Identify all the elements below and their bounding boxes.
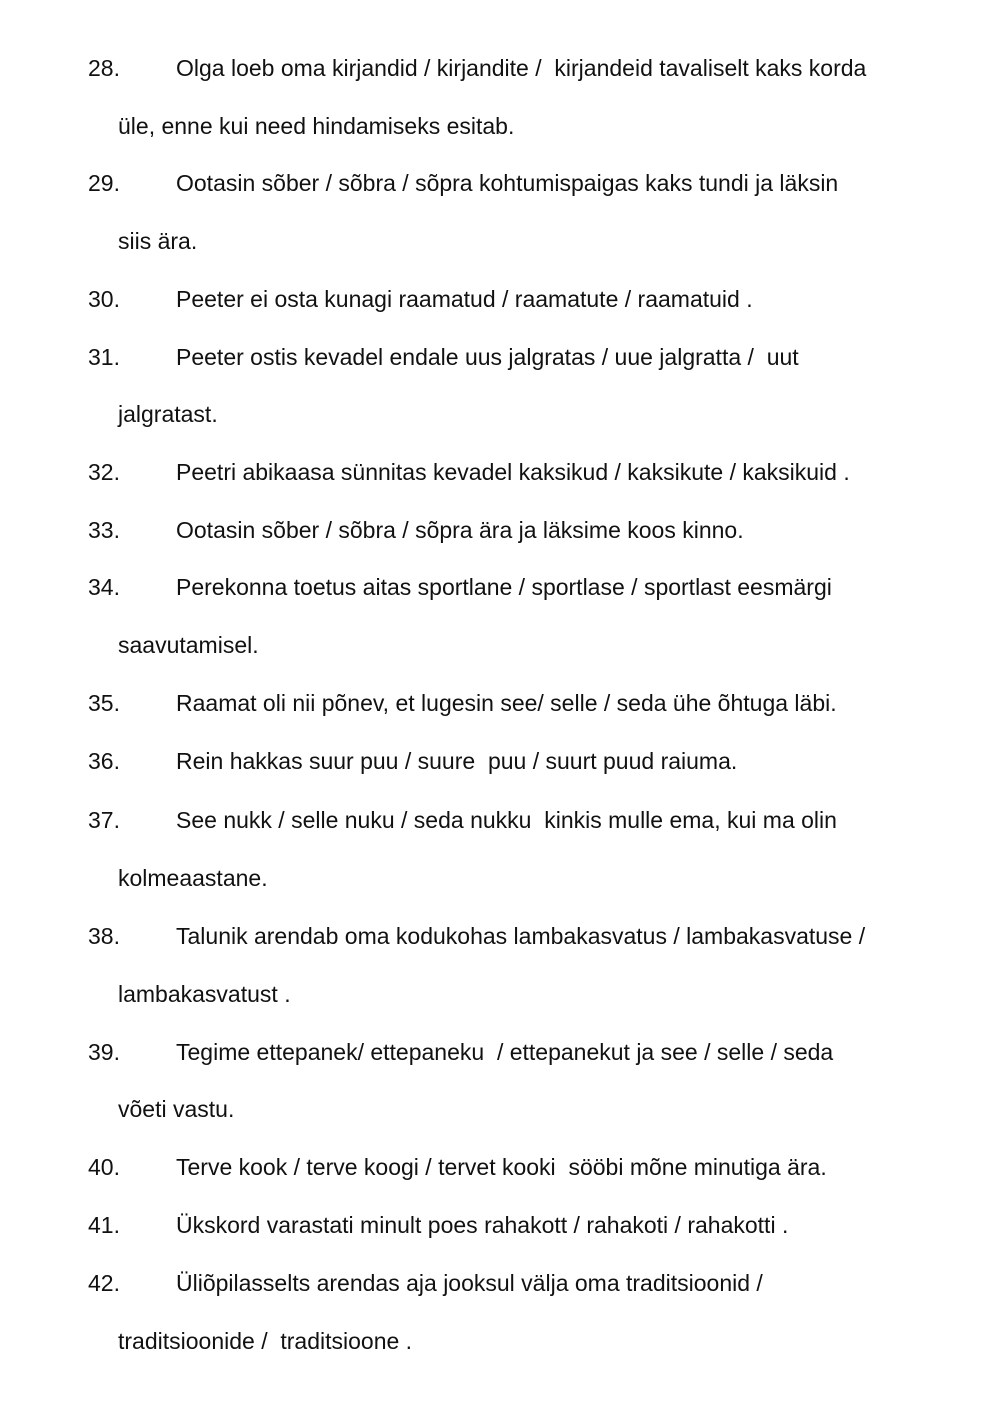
- item-number: 30.: [88, 286, 120, 312]
- item-text: Olga loeb oma kirjandid / kirjandite / kirjandeid tavaliselt kaks korda: [176, 55, 867, 81]
- item-number: 40.: [88, 1154, 120, 1180]
- item-number: 34.: [88, 574, 120, 600]
- item-text: Tegime ettepanek/ ettepaneku / ettepanekut ja see / selle / seda: [176, 1039, 834, 1065]
- item-text: Rein hakkas suur puu / suure puu / suurt puud raiuma.: [176, 748, 738, 774]
- item-text: See nukk / selle nuku / seda nukku kinkis mulle ema, kui ma olin: [176, 807, 837, 833]
- item-text-continued: jalgratast.: [118, 401, 218, 427]
- item-text: Raamat oli nii põnev, et lugesin see/ selle / seda ühe õhtuga läbi.: [176, 690, 837, 716]
- item-number: 36.: [88, 748, 120, 774]
- item-text-continued: üle, enne kui need hindamiseks esitab.: [118, 113, 515, 139]
- item-text: Üliõpilasselts arendas aja jooksul välja oma traditsioonid /: [176, 1270, 763, 1296]
- item-text: Talunik arendab oma kodukohas lambakasvatus / lambakasvatuse /: [176, 923, 866, 949]
- item-text-continued: lambakasvatust .: [118, 981, 291, 1007]
- item-text: Ootasin sõber / sõbra / sõpra kohtumispaigas kaks tundi ja läksin: [176, 170, 839, 196]
- item-text: Peeter ostis kevadel endale uus jalgratas / uue jalgratta / uut: [176, 344, 799, 370]
- item-number: 38.: [88, 923, 120, 949]
- item-number: 35.: [88, 690, 120, 716]
- item-number: 28.: [88, 55, 120, 81]
- item-number: 41.: [88, 1212, 120, 1238]
- item-text-continued: traditsioonide / traditsioone .: [118, 1328, 413, 1354]
- item-number: 33.: [88, 517, 120, 543]
- item-text-continued: saavutamisel.: [118, 632, 259, 658]
- item-text: Peeter ei osta kunagi raamatud / raamatute / raamatuid .: [176, 286, 753, 312]
- item-number: 39.: [88, 1039, 120, 1065]
- item-number: 29.: [88, 170, 120, 196]
- item-text: Perekonna toetus aitas sportlane / sportlase / sportlast eesmärgi: [176, 574, 832, 600]
- item-number: 32.: [88, 459, 120, 485]
- item-text-continued: siis ära.: [118, 228, 198, 254]
- item-number: 31.: [88, 344, 120, 370]
- item-number: 42.: [88, 1270, 120, 1296]
- item-text: Ükskord varastati minult poes rahakott / rahakoti / rahakotti .: [176, 1212, 789, 1238]
- item-text: Terve kook / terve koogi / tervet kooki sööbi mõne minutiga ära.: [176, 1154, 827, 1180]
- item-number: 37.: [88, 807, 120, 833]
- item-text: Peetri abikaasa sünnitas kevadel kaksikud / kaksikute / kaksikuid .: [176, 459, 850, 485]
- item-text-continued: võeti vastu.: [118, 1096, 235, 1122]
- item-text: Ootasin sõber / sõbra / sõpra ära ja läksime koos kinno.: [176, 517, 744, 543]
- item-text-continued: kolmeaastane.: [118, 865, 268, 891]
